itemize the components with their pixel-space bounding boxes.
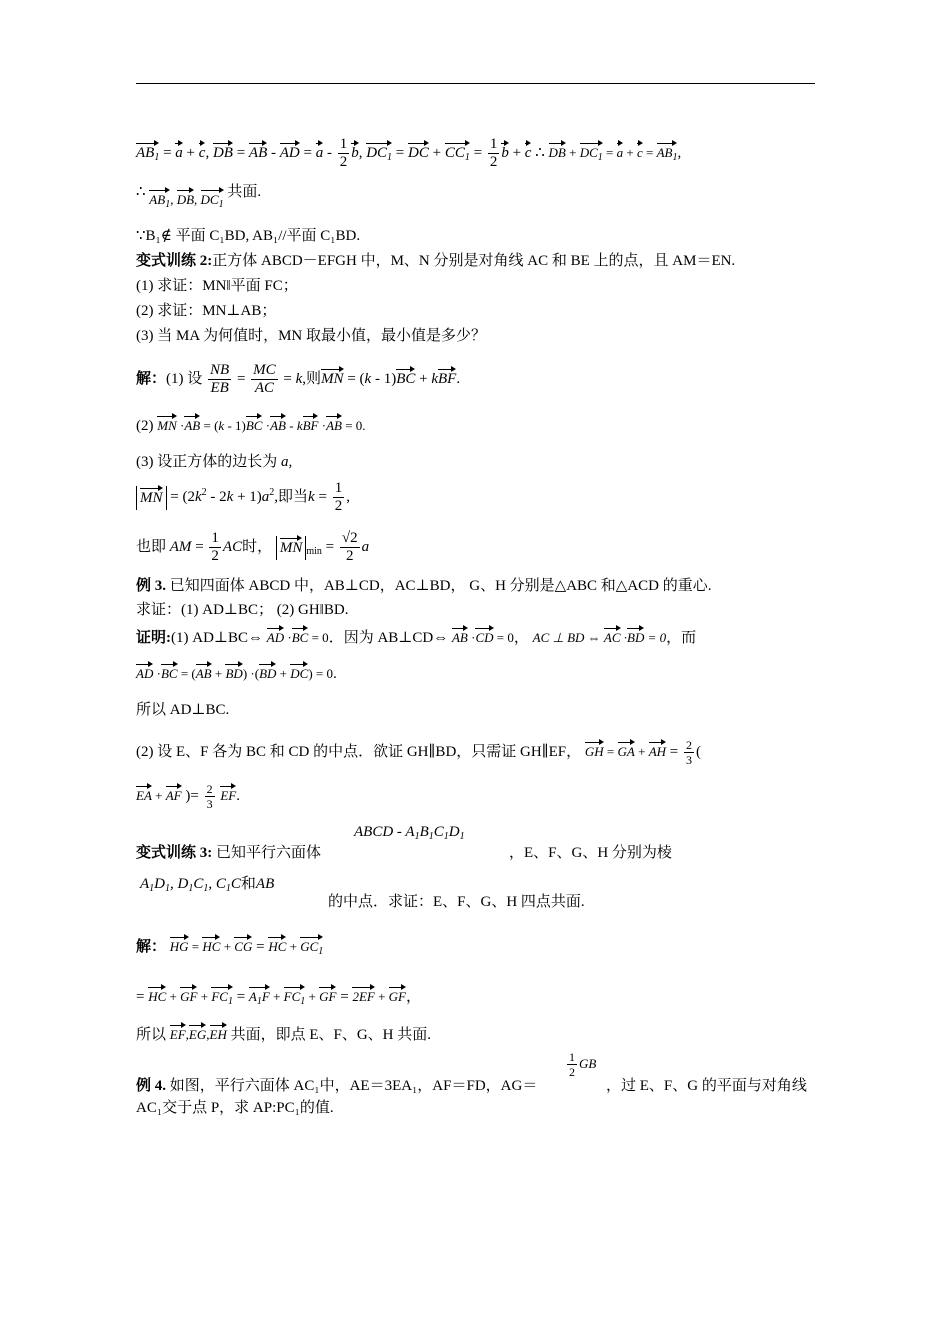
example-3-proof-2: AD ·BC = (AB + BD) ·(BD + DC) = 0. xyxy=(136,662,337,684)
parallel-conclusion: ∵B₁∉ 平面 C₁BD, AB₁//平面 C₁BD. xyxy=(136,228,361,244)
example-3-proof-5: EA + AF )= $\frac{2}{3}$ EF. xyxy=(136,782,240,811)
example-4-title: 例 4. xyxy=(136,1078,167,1094)
example-3-prove: 求证：(1) AD⊥BC； (2) GH‖BD. xyxy=(136,602,349,618)
exercise-3-solution-1: 解： HG = HC + CG = HC + $GC_1$ xyxy=(136,935,323,957)
example-4-statement: 例 4. 如图，平行六面体 AC₁中，AE＝3EA₁，AF＝FD，AG＝ xyxy=(136,1078,538,1094)
exercise-3-conclusion: 所以 EF,EG,EH 共面，即点 E、F、G、H 共面. xyxy=(136,1023,431,1045)
exercise-3-statement: 变式训练 3: 已知平行六面体 xyxy=(136,845,322,861)
example-3-title: 例 3. xyxy=(136,578,167,594)
parallelepiped-name: ABCD - $A_1B_1C_1D_1$ xyxy=(354,824,465,842)
exercise-2-solution-1: 解：(1) 设 $\frac{NB}{EB}$ = $\frac{MC}{AC}$ = k,则MN = (k - 1)BC + kBF. xyxy=(136,362,461,396)
exercise-2-solution-3: (3) 设正方体的边长为 a, xyxy=(136,454,293,470)
exercise-2-q3: (3) 当 MA 为何值时，MN 取最小值，最小值是多少？ xyxy=(136,328,487,344)
exercise-3-title: 变式训练 3: xyxy=(136,845,213,861)
coplanar-text: 共面. xyxy=(227,184,262,200)
example-3-statement: 例 3. 已知四面体 ABCD 中，AB⊥CD，AC⊥BD， G、H 分别是△ABC 和△ACD 的重心. xyxy=(136,578,712,594)
header-rule xyxy=(136,83,815,84)
example-3-proof-1: 证明:(1) AD⊥BC⇔ AD ·BC = 0．因为 AB⊥CD⇔ AB ·CD = 0， AC ⊥ BD ⇔ AC ·BD = 0，而 xyxy=(136,626,696,648)
example-3-proof-4: (2) 设 E、F 各为 BC 和 CD 的中点．欲证 GH∥BD，只需证 GH∥EF， GH = GA + AH = $\frac{2}{3}$ ( xyxy=(136,738,701,767)
exercise-2-solution-2: (2) MN ·AB = (k - 1)BC ·AB - kBF ·AB = 0. xyxy=(136,414,366,436)
exercise-3-solution-2: = HC + GF + $FC_1 = A_1F + FC_1$ + GF = 2EF + GF， xyxy=(136,985,421,1007)
exercise-2-solution-3b: MN = $(2k^2 - 2k + 1)a^2$,即当k = $\frac{1}{2}$ , xyxy=(136,480,350,515)
example-3-proof-3: 所以 AD⊥BC. xyxy=(136,702,230,718)
document-page: $AB_1 = a + c$, DB = AB - AD = a - $\frac{1}{2}$ b, $DC_1$ = DC + $CC_1$ = $\frac{1}{2}$ b + c ∴ DB + $DC_1 = a + c = AB_1$, ∴ $AB_1$, DB, $DC_1$ 共面. ∵B₁∉ 平面 C₁BD, AB₁//平面 C₁BD. 变式训练 2:正方体 ABCD－EFGH 中，M、N 分别是对角线 AC 和 BE 上的点，且 AM＝EN. (1) 求证：MN‖平面 FC； (2) 求证：MN⊥AB； (3) 当 MA 为何值时，MN 取最小值，最小值是多少？ 解：(1) 设 $\frac{NB}{EB}$ = $\frac{MC}{AC}$ = k,则MN = (k - 1)BC + kBF. (2) MN ·AB = (k - 1)BC ·AB - kBF ·AB = 0. (3) 设正方体的边长为 a, MN = $(2k^2 - 2k + 1)a^2$,即当k = $\frac{1}{2}$ , 也即 AM = $\frac{1}{2}$ AC时， MN $_{min}$ = $\frac{√2}{2}$ a 例 3. 已知四面体 ABCD 中，AB⊥CD，AC⊥BD， G、H 分别是△ABC 和△ACD 的重心. 求证：(1) AD⊥BC； (2) GH‖BD. 证明:(1) AD⊥BC⇔ AD ·BC = 0．因为 AB⊥CD⇔ AB ·CD = 0， AC ⊥ BD ⇔ AC ·BD = 0，而 AD ·BC = (AB + BD) ·(BD + DC) = 0. 所以 AD⊥BC. (2) 设 E、F 各为 BC 和 CD 的中点．欲证 GH∥BD，只需证 GH∥EF， GH = GA + AH = $\frac{2}{3}$ ( EA + AF )= $\frac{2}{3}$ EF. ABCD - $A_1B_1C_1D_1$ 变式训练 3: 已知平行六面体 ，E、F、G、H 分别为棱 $A_1D_1$, $D_1C_1$, $C_1C$和AB 的中点．求证：E、F、G、H 四点共面. 解： HG = HC + CG = HC + $GC_1$ = HC + GF + $FC_1 = A_1F + FC_1$ + GF = 2EF + GF， 所以 EF,EG,EH 共面，即点 E、F、G、H 共面. $\frac{1}{2}$ GB 例 4. 如图，平行六面体 AC₁中，AE＝3EA₁，AF＝FD，AG＝ ，过 E、F、G 的平面与对角线 AC₁交于点 P，求 AP:PC₁的值. xyxy=(0,0,950,1344)
example-4-statement-2: AC₁交于点 P，求 AP:PC₁的值. xyxy=(136,1100,334,1116)
edges-list: $A_1D_1$, $D_1C_1$, $C_1C$和AB xyxy=(140,876,275,894)
vector-equations-line: $AB_1 = a + c$, DB = AB - AD = a - $\frac{1}{2}$ b, $DC_1$ = DC + $CC_1$ = $\frac{1}{2}$ b + c ∴ DB + $DC_1 = a + c = AB_1$, xyxy=(136,136,682,170)
coplanar-line: ∴ $AB_1$, DB, $DC_1$ 共面. xyxy=(136,184,262,210)
fraction-gb: $\frac{1}{2}$ GB xyxy=(569,1050,597,1079)
exercise-2-statement: 变式训练 2:正方体 ABCD－EFGH 中，M、N 分别是对角线 AC 和 BE 上的点，且 AM＝EN. xyxy=(136,253,736,269)
exercise-2-q2: (2) 求证：MN⊥AB； xyxy=(136,303,277,319)
exercise-2-solution-3c: 也即 AM = $\frac{1}{2}$ AC时， MN $_{min}$ = $\frac{√2}{2}$ a xyxy=(136,530,370,564)
therefore-symbol: ∴ xyxy=(535,144,545,161)
exercise-2-q1: (1) 求证：MN‖平面 FC； xyxy=(136,278,298,294)
exercise-2-title: 变式训练 2: xyxy=(136,253,213,269)
exercise-3-statement-end: 的中点．求证：E、F、G、H 四点共面. xyxy=(328,894,585,910)
